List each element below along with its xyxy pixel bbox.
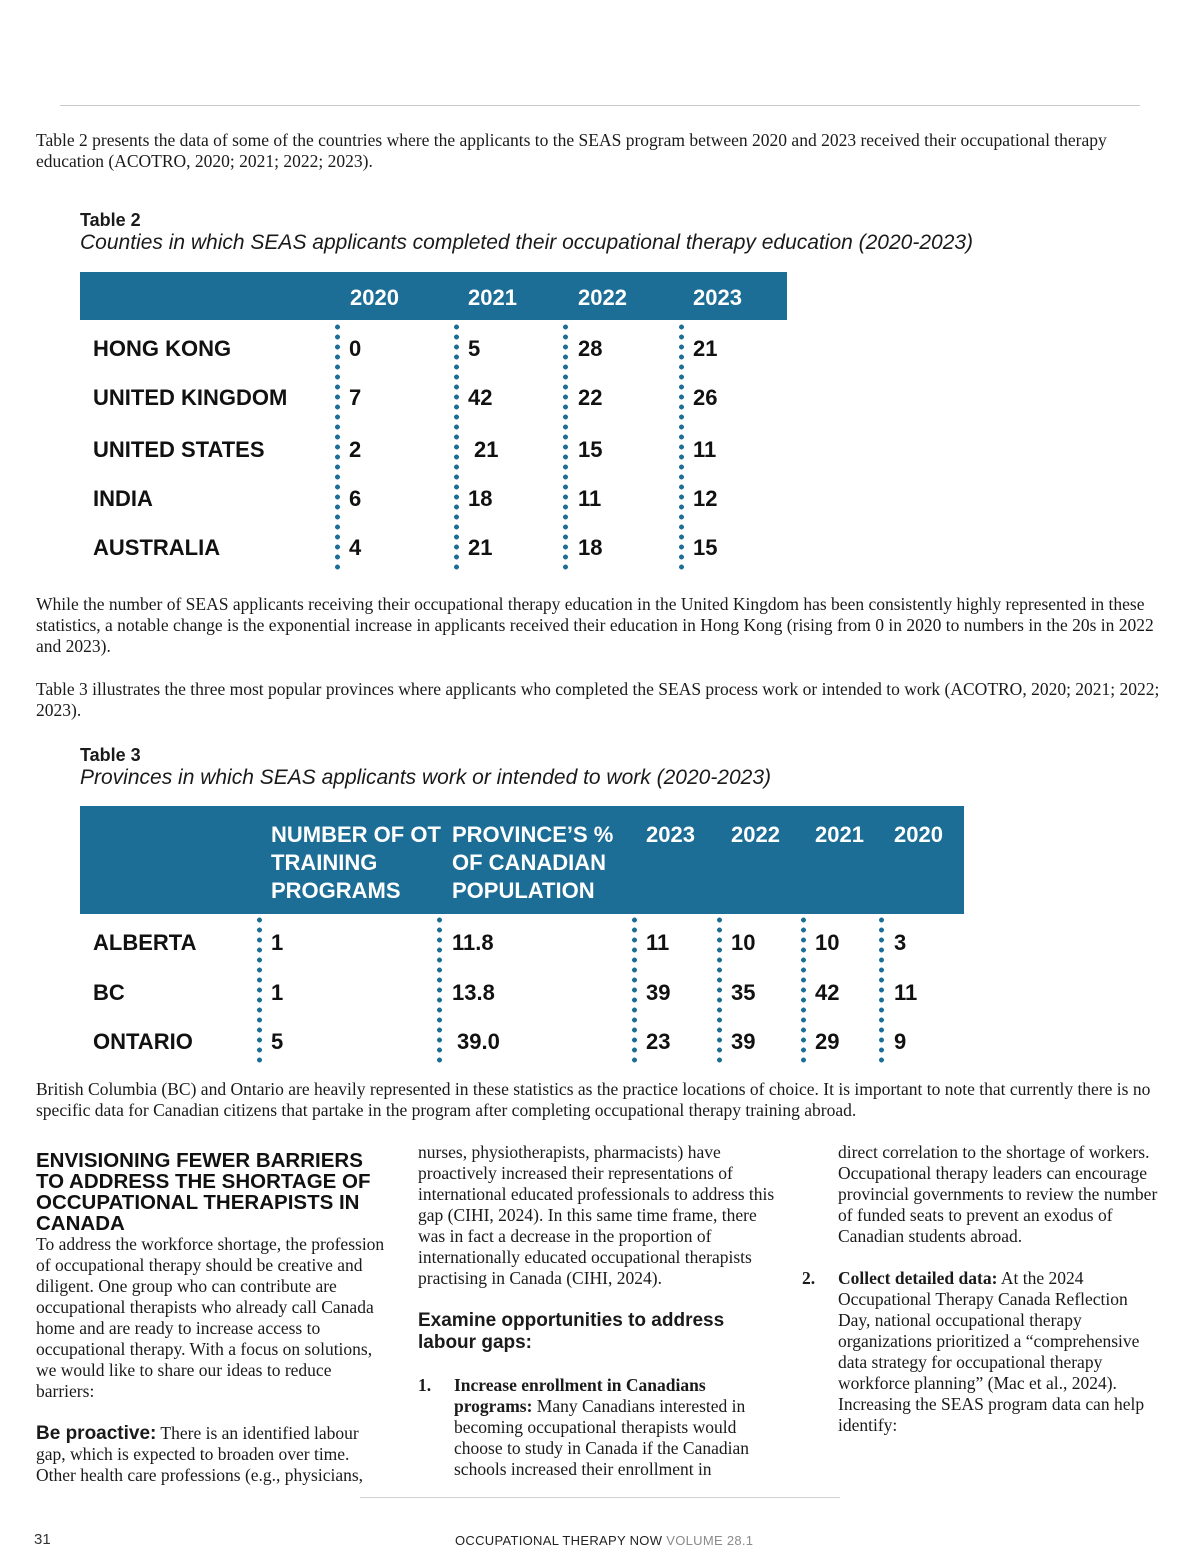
section-heading: ENVISIONING FEWER BARRIERS TO ADDRESS THE SHORTAGE OF OCCUPATIONAL THERAPISTS IN CANADA <box>36 1149 371 1235</box>
table2-cell: 11 <box>578 486 602 511</box>
table2-dotted-divider <box>563 322 568 570</box>
table3-cell: 5 <box>271 1029 284 1054</box>
table3-header-2023: 2023 <box>646 822 695 847</box>
list-item-text: Many Canadians interested in becoming occupational therapists would choose to study in Canada if the Canadian schools increased their enrollment in <box>454 1396 749 1479</box>
table3-label: Table 3 <box>80 745 141 765</box>
table3-header <box>80 806 964 914</box>
table2-cell: 18 <box>468 486 493 511</box>
table3-header-2022: 2022 <box>731 822 780 847</box>
table2-row-label: INDIA <box>93 486 153 511</box>
table2-header-2023: 2023 <box>693 285 742 310</box>
proactive-text: There is an identified labour gap, which is expected to broaden over time. Other health care professions (e.g., physicians, <box>36 1423 364 1485</box>
table3-dotted-divider <box>717 915 722 1063</box>
paragraph-after-table3: British Columbia (BC) and Ontario are heavily represented in these statistics as the practice locations of choice. It is important to note that currently there is no specific data for Canadian citizens that partake in the program after completing occupational therapy training abroad. <box>36 1079 1151 1120</box>
column-2 <box>418 1142 783 1480</box>
list-item-2 <box>802 1268 1162 1436</box>
table2-cell: 42 <box>468 385 493 410</box>
table3-dotted-divider <box>632 915 637 1063</box>
publication-name: OCCUPATIONAL THERAPY NOW <box>455 1533 663 1548</box>
table3-header-2020: 2020 <box>894 822 943 847</box>
table3-row-label: BC <box>93 980 125 1005</box>
table2-header-2020: 2020 <box>350 285 399 310</box>
table3-cell: 13.8 <box>452 980 495 1005</box>
paragraph-table3-intro: Table 3 illustrates the three most popular provinces where applicants who completed the SEAS process work or intended to work (ACOTRO, 2020; 2021; 2022; 2023). <box>36 679 1160 720</box>
table3-cell: 35 <box>731 980 756 1005</box>
table2-cell: 2 <box>349 437 362 462</box>
table2-row-label: HONG KONG <box>93 336 232 361</box>
paragraph-after-table2: While the number of SEAS applicants receiving their occupational therapy education in the United Kingdom has been consistently highly represented in these statistics, a notable change is the exponential increase in applicants received their education in Hong Kong (rising from 0 in 2020 to numbers in the 20s in 2022 and 2023). <box>36 594 1154 656</box>
table3-row-label: ALBERTA <box>93 930 197 955</box>
table3-cell: 1 <box>271 980 284 1005</box>
list-number: 1. <box>418 1375 432 1395</box>
table3-dotted-divider <box>879 915 884 1063</box>
table2-header <box>80 272 787 320</box>
table2-row-label: UNITED STATES <box>93 437 265 462</box>
table2-dotted-divider <box>679 322 684 570</box>
top-rule <box>60 105 1140 106</box>
table3-dotted-divider <box>801 915 806 1063</box>
column3-paragraph: direct correlation to the shortage of workers. Occupational therapy leaders can encourage provincial governments to review the number of funded seats to prevent an exodus of Canadian students abroad. <box>838 1142 1158 1246</box>
table3-row-label: ONTARIO <box>93 1029 193 1054</box>
table3-header-2021: 2021 <box>815 822 864 847</box>
table3-dotted-divider <box>257 915 262 1063</box>
table2-cell: 15 <box>578 437 603 462</box>
list-item-lead: Increase enrollment in Canadians programs: <box>454 1375 706 1416</box>
table3-cell: 42 <box>815 980 840 1005</box>
footer-rule <box>360 1497 840 1498</box>
table2-header-2022: 2022 <box>578 285 627 310</box>
table2-cell: 11 <box>693 437 717 462</box>
table3-header-programs: NUMBER OF OT TRAINING PROGRAMS <box>271 822 441 903</box>
table2-cell: 5 <box>468 336 481 361</box>
table3-cell: 11.8 <box>452 930 494 955</box>
table3-cell: 3 <box>894 930 907 955</box>
column-1 <box>36 1150 386 1486</box>
proactive-lead: Be proactive: <box>36 1423 157 1444</box>
list-number: 2. <box>802 1268 816 1288</box>
column2-paragraph: nurses, physiotherapists, pharmacists) have proactively increased their representations of international educated professionals to address this gap (CIHI, 2024). In this same time frame, there was in fact a decrease in the proportion of internationally educated occupational therapists practising in Canada (CIHI, 2024). <box>418 1142 775 1288</box>
table3-cell: 39.0 <box>457 1029 500 1054</box>
table2-cell: 21 <box>468 535 493 560</box>
table3-cell: 23 <box>646 1029 671 1054</box>
table3-caption: Provinces in which SEAS applicants work or intended to work (2020-2023) <box>80 766 772 789</box>
table2-dotted-divider <box>335 322 340 570</box>
list-item-1 <box>418 1375 783 1480</box>
table2-row-label: AUSTRALIA <box>93 535 221 560</box>
table3-cell: 11 <box>646 930 670 955</box>
table2-caption: Counties in which SEAS applicants completed their occupational therapy education (2020-2023) <box>80 231 974 254</box>
table3-cell: 29 <box>815 1029 840 1054</box>
table3-cell: 11 <box>894 980 918 1005</box>
table2-cell: 26 <box>693 385 718 410</box>
column-3 <box>802 1142 1162 1436</box>
table3-cell: 1 <box>271 930 284 955</box>
table2-cell: 12 <box>693 486 718 511</box>
list-item-text: At the 2024 Occupational Therapy Canada Reflection Day, national occupational therapy organizations prioritized a “comprehensive data strategy for occupational therapy workforce planning” (Mac et al., 2024). Increasing the SEAS program data can help identify: <box>838 1268 1145 1435</box>
volume-label: VOLUME 28.1 <box>666 1533 754 1548</box>
table3-cell: 9 <box>894 1029 907 1054</box>
table2-cell: 6 <box>349 486 362 511</box>
table2-cell: 7 <box>349 385 362 410</box>
table2-row-label: UNITED KINGDOM <box>93 385 288 410</box>
table3-header-population: PROVINCE’S % OF CANADIAN POPULATION <box>452 822 614 903</box>
table2-cell: 4 <box>349 535 362 560</box>
table2-cell: 15 <box>693 535 718 560</box>
table3-dotted-divider <box>437 915 442 1063</box>
table2-cell: 28 <box>578 336 603 361</box>
table2-cell: 18 <box>578 535 603 560</box>
subheading-labour-gaps: Examine opportunities to address labour gaps: <box>418 1310 725 1353</box>
table3-cell: 10 <box>731 930 756 955</box>
table3-cell: 10 <box>815 930 840 955</box>
table3-cell: 39 <box>646 980 671 1005</box>
column1-paragraph: To address the workforce shortage, the profession of occupational therapy should be creative and diligent. One group who can contribute are occupational therapists who already call Canada home and are ready to increase access to occupational therapy. With a focus on solutions, we would like to share our ideas to reduce barriers: <box>36 1234 385 1401</box>
table3-cell: 39 <box>731 1029 756 1054</box>
table2-cell: 22 <box>578 385 603 410</box>
table2-cell: 0 <box>349 336 362 361</box>
page-number: 31 <box>34 1531 51 1548</box>
list-item-lead: Collect detailed data: <box>838 1268 998 1288</box>
table2-label: Table 2 <box>80 210 141 230</box>
column1-paragraph-proactive <box>36 1423 386 1486</box>
footer-publication <box>455 1533 753 1548</box>
table2-dotted-divider <box>454 322 459 570</box>
table2-cell: 21 <box>693 336 718 361</box>
intro-paragraph: Table 2 presents the data of some of the countries where the applicants to the SEAS program between 2020 and 2023 received their occupational therapy education (ACOTRO, 2020; 2021; 2022; 2023). <box>36 130 1107 171</box>
table2-cell: 21 <box>474 437 499 462</box>
table2-header-2021: 2021 <box>468 285 517 310</box>
